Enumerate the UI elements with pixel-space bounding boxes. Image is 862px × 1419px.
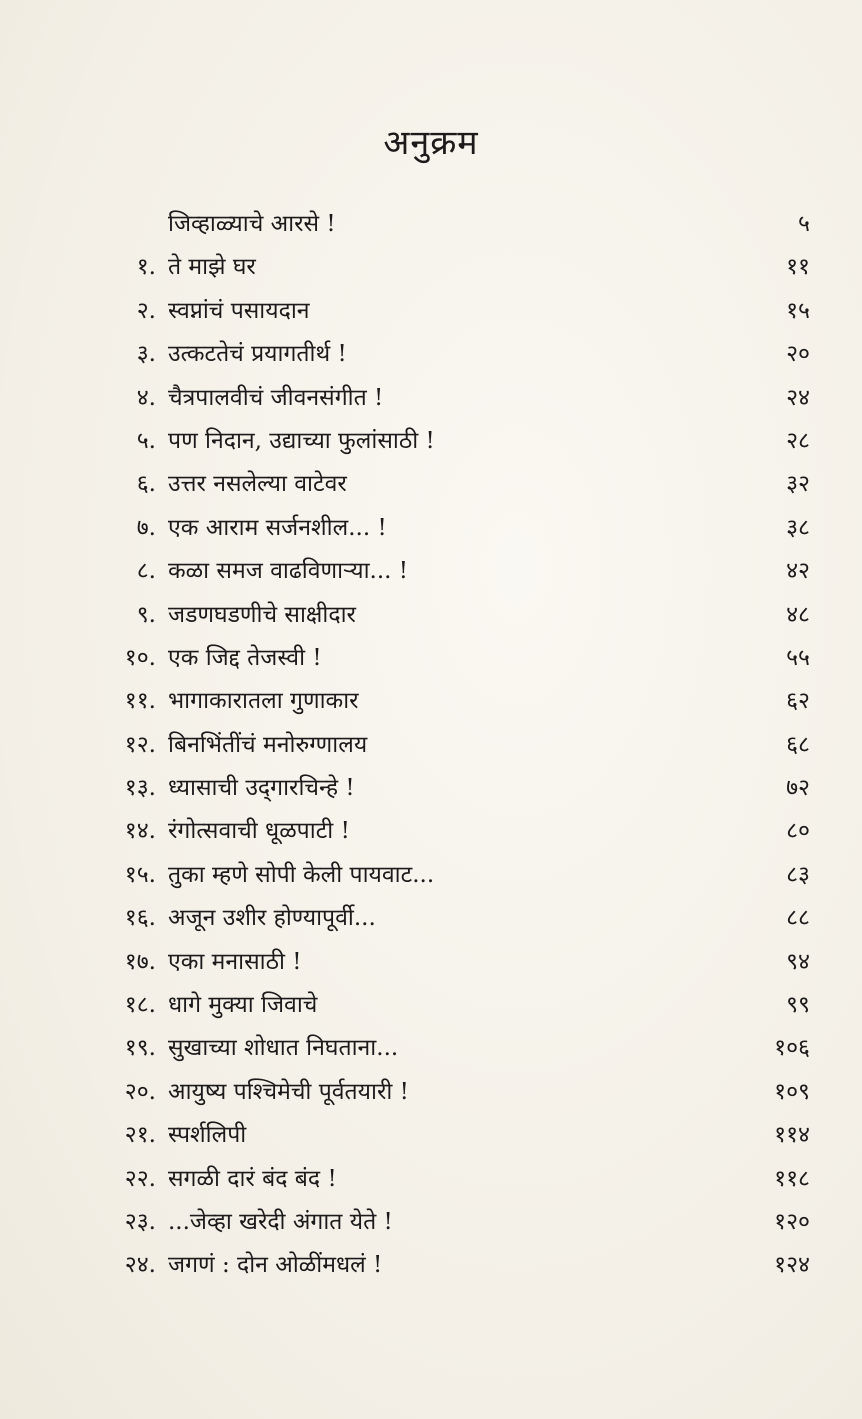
entry-number: ९. [136,601,156,628]
entry-number: २. [136,297,156,324]
entry-page: १५ [786,297,810,324]
entry-number: २४. [124,1252,156,1279]
entry-title: तुका म्हणे सोपी केली पायवाट... [168,861,435,888]
toc-entry[interactable] [90,941,820,984]
toc-entry[interactable] [90,1114,820,1157]
toc-entry[interactable] [90,246,820,289]
entry-page: ८० [786,818,810,845]
entry-number: १०. [124,644,156,671]
entry-page: १२० [774,1208,810,1235]
toc-entry[interactable] [90,377,820,420]
entry-number: १५. [124,861,156,888]
entry-page: ११ [786,254,810,281]
entry-page: ३८ [786,514,810,541]
entry-number: ४. [136,384,156,411]
entry-title: सगळी दारं बंद बंद ! [168,1165,337,1192]
entry-title: आयुष्य पश्चिमेची पूर्वतयारी ! [168,1078,409,1105]
entry-title: एका मनासाठी ! [168,948,302,975]
entry-title: ध्यासाची उद्‌गारचिन्हे ! [168,775,355,802]
toc-entry[interactable] [90,724,820,767]
entry-number: ६. [136,471,156,498]
toc-entry[interactable] [90,810,820,853]
toc-entry[interactable] [90,984,820,1027]
entry-page: ६२ [786,688,810,715]
entry-page: ६८ [786,731,810,758]
entry-number: ३. [136,341,156,368]
toc-entry[interactable] [90,767,820,810]
entry-page: ९९ [786,992,810,1019]
table-of-contents [90,203,820,1288]
entry-title: बिनभिंतींचं मनोरुग्णालय [168,731,368,758]
toc-entry[interactable] [90,290,820,333]
entry-number: १. [136,254,156,281]
entry-title: एक जिद्द तेजस्वी ! [168,644,322,671]
entry-page: १०९ [774,1078,810,1105]
entry-number: ८. [136,558,156,585]
entry-page: ८३ [786,861,810,888]
entry-title: रंगोत्सवाची धूळपाटी ! [168,818,350,845]
page-title: अनुक्रम [383,123,479,163]
entry-number: १३. [124,775,156,802]
entry-page: १०६ [774,1035,810,1062]
entry-number: १६. [124,905,156,932]
entry-number: १८. [124,992,156,1019]
entry-number: १९. [124,1035,156,1062]
entry-page: ९४ [786,948,810,975]
toc-entry[interactable] [90,897,820,940]
entry-page: ३२ [786,471,810,498]
entry-page: ७२ [786,775,810,802]
toc-entry[interactable] [90,1244,820,1287]
toc-entry[interactable] [90,594,820,637]
entry-page: ११८ [774,1165,810,1192]
toc-entry[interactable] [90,463,820,506]
entry-title: ...जेव्हा खरेदी अंगात येते ! [168,1208,393,1235]
entry-title: कळा समज वाढविणाऱ्या... ! [168,558,409,585]
entry-title: जगणं : दोन ओळींमधलं ! [168,1252,383,1279]
entry-number: २१. [124,1122,156,1149]
entry-title: स्वप्नांचं पसायदान [168,297,310,324]
toc-entry[interactable] [90,1027,820,1070]
entry-title: चैत्रपालवीचं जीवनसंगीत ! [168,384,384,411]
toc-entry[interactable] [90,1158,820,1201]
entry-number: १७. [124,948,156,975]
entry-title: धागे मुक्या जिवाचे [168,992,318,1019]
entry-page: ८८ [786,905,810,932]
toc-entry[interactable] [90,1071,820,1114]
toc-entry[interactable] [90,637,820,680]
toc-entry[interactable] [90,203,820,246]
entry-title: सुखाच्या शोधात निघताना... [168,1035,399,1062]
toc-entry[interactable] [90,507,820,550]
entry-title: भागाकारातला गुणाकार [168,688,359,715]
entry-title: पण निदान, उद्याच्या फुलांसाठी ! [168,427,435,454]
entry-page: २४ [786,384,810,411]
entry-number: ११. [124,688,156,715]
entry-title: जडणघडणीचे साक्षीदार [168,601,356,628]
entry-number: ७. [136,514,156,541]
toc-entry[interactable] [90,680,820,723]
entry-title: एक आराम सर्जनशील... ! [168,514,387,541]
toc-entry[interactable] [90,550,820,593]
entry-page: २० [786,341,810,368]
entry-number: १२. [124,731,156,758]
entry-page: ११४ [774,1122,810,1149]
entry-number: २०. [124,1078,156,1105]
entry-title: ते माझे घर [168,254,256,281]
entry-page: ५ [798,211,810,237]
entry-page: ५५ [786,644,810,671]
entry-title: उत्तर नसलेल्या वाटेवर [168,471,347,498]
entry-title: जिव्हाळ्याचे आरसे ! [168,211,336,237]
toc-entry[interactable] [90,420,820,463]
entry-title: अजून उशीर होण्यापूर्वी... [168,905,376,932]
entry-page: १२४ [774,1252,810,1279]
toc-entry[interactable] [90,1201,820,1244]
entry-page: ४८ [786,601,810,628]
entry-page: २८ [786,427,810,454]
entry-page: ४२ [786,558,810,585]
entry-number: २३. [124,1208,156,1235]
entry-title: स्पर्शलिपी [168,1122,247,1149]
entry-number: १४. [124,818,156,845]
entry-number: २२. [124,1165,156,1192]
toc-entry[interactable] [90,854,820,897]
entry-title: उत्कटतेचं प्रयागतीर्थ ! [168,341,347,368]
entry-number: ५. [136,427,156,454]
toc-entry[interactable] [90,333,820,376]
